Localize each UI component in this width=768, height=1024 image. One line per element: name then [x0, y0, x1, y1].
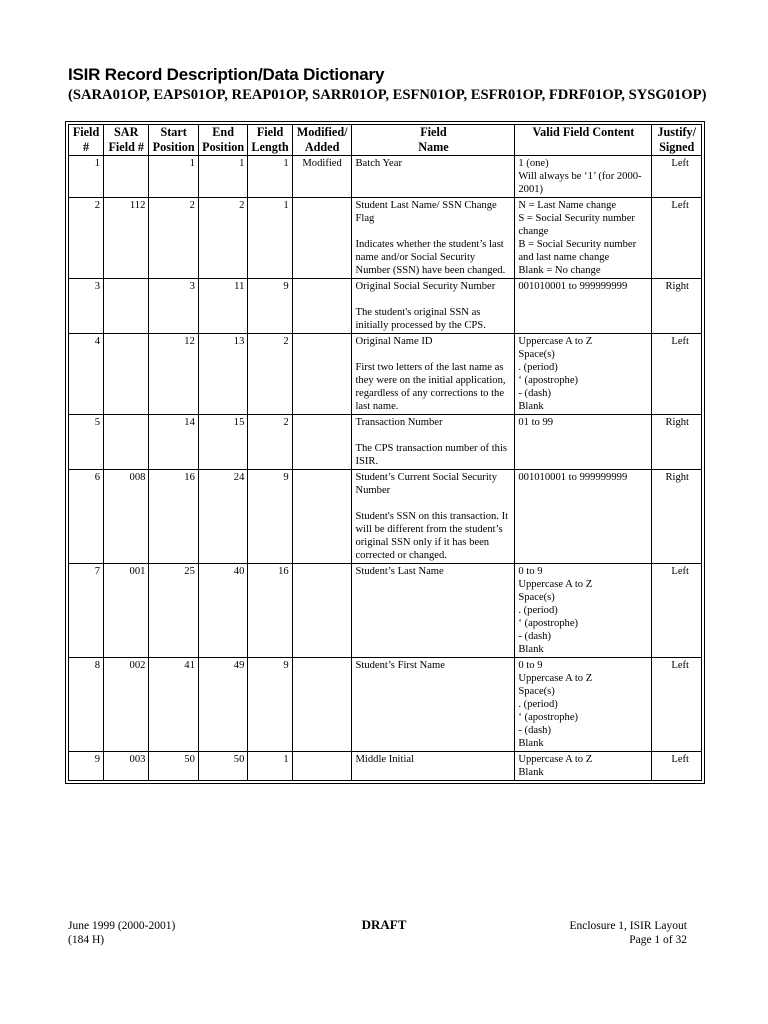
field-description-text: First two letters of the last name as they were on the initial application, regardless of any corrections to the last name. — [355, 362, 506, 412]
cell-start-position: 2 — [149, 198, 198, 279]
cell-field-number: 1 — [69, 156, 104, 198]
valid-content-line: ‘ (apostrophe) — [518, 375, 579, 386]
valid-content-line: Space(s) — [518, 686, 555, 697]
valid-content-line: Uppercase A to Z — [518, 754, 593, 765]
cell-start-position: 1 — [149, 156, 198, 198]
cell-sar-field — [104, 156, 149, 198]
field-name-text: Original Social Security Number — [355, 281, 496, 292]
valid-content-line: Uppercase A to Z — [518, 579, 593, 590]
header-valid-content: Valid Field Content — [515, 125, 652, 156]
cell-field-length: 1 — [248, 198, 292, 279]
field-name-text: Student Last Name/ SSN Change Flag — [355, 200, 497, 224]
valid-content-line: ‘ (apostrophe) — [518, 712, 579, 723]
cell-sar-field: 001 — [104, 564, 149, 658]
valid-content-line: Blank — [518, 767, 544, 778]
header-field-number: Field # — [69, 125, 104, 156]
cell-modified-added: Modified — [292, 156, 352, 198]
cell-sar-field — [104, 279, 149, 334]
cell-end-position: 13 — [198, 334, 247, 415]
cell-field-length: 9 — [248, 470, 292, 564]
cell-field-number: 4 — [69, 334, 104, 415]
valid-content-line: . (period) — [518, 699, 558, 710]
field-name-text: Transaction Number — [355, 417, 443, 428]
cell-field-name — [352, 658, 515, 752]
cell-field-length: 16 — [248, 564, 292, 658]
cell-end-position: 40 — [198, 564, 247, 658]
cell-modified-added — [292, 752, 352, 781]
cell-end-position: 11 — [198, 279, 247, 334]
valid-content-line: N = Last Name change — [518, 200, 617, 211]
valid-content-line: Blank — [518, 401, 544, 412]
footer-date: June 1999 (2000-2001) — [68, 920, 176, 932]
valid-content-line: Blank = No change — [518, 265, 601, 276]
table-row — [69, 658, 702, 752]
spacer — [355, 497, 511, 510]
cell-field-length: 2 — [248, 415, 292, 470]
cell-justify-signed: Left — [652, 658, 702, 752]
page-subtitle: (SARA01OP, EAPS01OP, REAP01OP, SARR01OP, ESFN01OP, ESFR01OP, FDRF01OP, SYSG01OP) — [68, 87, 707, 103]
cell-sar-field: 112 — [104, 198, 149, 279]
cell-justify-signed: Left — [652, 198, 702, 279]
cell-valid-content — [515, 279, 652, 334]
footer-page-number: Page 1 of 32 — [629, 934, 687, 946]
cell-justify-signed: Left — [652, 156, 702, 198]
valid-content-line: ‘ (apostrophe) — [518, 618, 579, 629]
cell-valid-content — [515, 564, 652, 658]
header-modified-added: Modified/ Added — [292, 125, 352, 156]
spacer — [355, 225, 511, 238]
table-row — [69, 334, 702, 415]
valid-content-line: Space(s) — [518, 349, 555, 360]
cell-valid-content — [515, 198, 652, 279]
cell-modified-added — [292, 470, 352, 564]
cell-sar-field: 008 — [104, 470, 149, 564]
cell-field-number: 5 — [69, 415, 104, 470]
valid-content-line: - (dash) — [518, 725, 552, 736]
cell-field-name — [352, 156, 515, 198]
spacer — [355, 293, 511, 306]
table-row — [69, 470, 702, 564]
valid-content-line: Will always be ‘1’ (for 2000-2001) — [518, 171, 642, 195]
cell-valid-content — [515, 415, 652, 470]
table-row — [69, 564, 702, 658]
valid-content-line: - (dash) — [518, 388, 552, 399]
field-description-text: The CPS transaction number of this ISIR. — [355, 443, 508, 467]
cell-modified-added — [292, 334, 352, 415]
cell-field-name — [352, 334, 515, 415]
cell-field-name — [352, 415, 515, 470]
spacer — [355, 348, 511, 361]
header-justify-signed: Justify/ Signed — [652, 125, 702, 156]
field-name-text: Middle Initial — [355, 754, 415, 765]
valid-content-line: Uppercase A to Z — [518, 336, 593, 347]
valid-content-line: S = Social Security number change — [518, 213, 635, 237]
cell-modified-added — [292, 658, 352, 752]
cell-field-number: 7 — [69, 564, 104, 658]
table-row — [69, 198, 702, 279]
cell-start-position: 41 — [149, 658, 198, 752]
table-row — [69, 752, 702, 781]
cell-sar-field — [104, 415, 149, 470]
field-description-text: The student's original SSN as initially processed by the CPS. — [355, 307, 486, 331]
cell-end-position: 2 — [198, 198, 247, 279]
cell-modified-added — [292, 564, 352, 658]
cell-field-name — [352, 470, 515, 564]
table-row — [69, 279, 702, 334]
field-name-text: Original Name ID — [355, 336, 433, 347]
cell-modified-added — [292, 198, 352, 279]
cell-field-number: 8 — [69, 658, 104, 752]
valid-content-line: Uppercase A to Z — [518, 673, 593, 684]
cell-start-position: 50 — [149, 752, 198, 781]
cell-start-position: 14 — [149, 415, 198, 470]
cell-field-name — [352, 279, 515, 334]
cell-start-position: 3 — [149, 279, 198, 334]
valid-content-line: 001010001 to 999999999 — [518, 281, 628, 292]
cell-end-position: 1 — [198, 156, 247, 198]
header-field-length: Field Length — [248, 125, 292, 156]
cell-sar-field: 002 — [104, 658, 149, 752]
cell-valid-content — [515, 156, 652, 198]
valid-content-line: 1 (one) — [518, 158, 549, 169]
page-title: ISIR Record Description/Data Dictionary — [68, 65, 385, 84]
valid-content-line: 001010001 to 999999999 — [518, 472, 628, 483]
cell-start-position: 12 — [149, 334, 198, 415]
cell-end-position: 24 — [198, 470, 247, 564]
valid-content-line: Space(s) — [518, 592, 555, 603]
cell-field-length: 2 — [248, 334, 292, 415]
cell-justify-signed: Left — [652, 564, 702, 658]
cell-start-position: 25 — [149, 564, 198, 658]
cell-start-position: 16 — [149, 470, 198, 564]
cell-field-name — [352, 752, 515, 781]
valid-content-line: - (dash) — [518, 631, 552, 642]
valid-content-line: . (period) — [518, 605, 558, 616]
cell-end-position: 49 — [198, 658, 247, 752]
cell-justify-signed: Right — [652, 470, 702, 564]
cell-justify-signed: Right — [652, 415, 702, 470]
cell-end-position: 50 — [198, 752, 247, 781]
cell-field-length: 9 — [248, 279, 292, 334]
valid-content-line: Blank — [518, 738, 544, 749]
field-name-text: Student’s Last Name — [355, 566, 444, 577]
cell-justify-signed: Left — [652, 334, 702, 415]
table-row — [69, 415, 702, 470]
valid-content-line: 01 to 99 — [518, 417, 554, 428]
field-description-text: Student's SSN on this transaction. It will be different from the student’s original SSN only if it has been corrected or changed. — [355, 511, 509, 561]
valid-content-line: . (period) — [518, 362, 558, 373]
cell-field-number: 6 — [69, 470, 104, 564]
header-sar-field: SAR Field # — [104, 125, 149, 156]
spacer — [355, 429, 511, 442]
data-dictionary-table-frame — [65, 121, 705, 784]
valid-content-line: B = Social Security number and last name change — [518, 239, 637, 263]
cell-modified-added — [292, 279, 352, 334]
cell-field-number: 3 — [69, 279, 104, 334]
footer-right — [569, 919, 687, 947]
cell-sar-field — [104, 334, 149, 415]
cell-valid-content — [515, 334, 652, 415]
field-name-text: Student’s Current Social Security Number — [355, 472, 498, 496]
valid-content-line: 0 to 9 — [518, 566, 543, 577]
footer-enclosure: Enclosure 1, ISIR Layout — [569, 920, 687, 932]
field-description-text: Indicates whether the student’s last name and/or Social Security Number (SSN) have been changed. — [355, 239, 506, 276]
cell-field-length: 1 — [248, 156, 292, 198]
cell-justify-signed: Left — [652, 752, 702, 781]
cell-field-number: 2 — [69, 198, 104, 279]
footer-draft-label: DRAFT — [361, 917, 407, 932]
cell-valid-content — [515, 470, 652, 564]
cell-valid-content — [515, 752, 652, 781]
header-field-name: Field Name — [352, 125, 515, 156]
cell-field-length: 9 — [248, 658, 292, 752]
cell-field-number: 9 — [69, 752, 104, 781]
cell-field-name — [352, 198, 515, 279]
cell-sar-field: 003 — [104, 752, 149, 781]
header-end-position: End Position — [198, 125, 247, 156]
field-name-text: Batch Year — [355, 158, 402, 169]
cell-field-name — [352, 564, 515, 658]
footer-code: (184 H) — [68, 934, 105, 946]
valid-content-line: Blank — [518, 644, 544, 655]
data-dictionary-table — [68, 124, 702, 781]
field-name-text: Student’s First Name — [355, 660, 445, 671]
cell-modified-added — [292, 415, 352, 470]
table-header-row — [69, 125, 702, 156]
table-row — [69, 156, 702, 198]
valid-content-line: 0 to 9 — [518, 660, 543, 671]
cell-justify-signed: Right — [652, 279, 702, 334]
cell-valid-content — [515, 658, 652, 752]
header-start-position: Start Position — [149, 125, 198, 156]
cell-field-length: 1 — [248, 752, 292, 781]
cell-end-position: 15 — [198, 415, 247, 470]
